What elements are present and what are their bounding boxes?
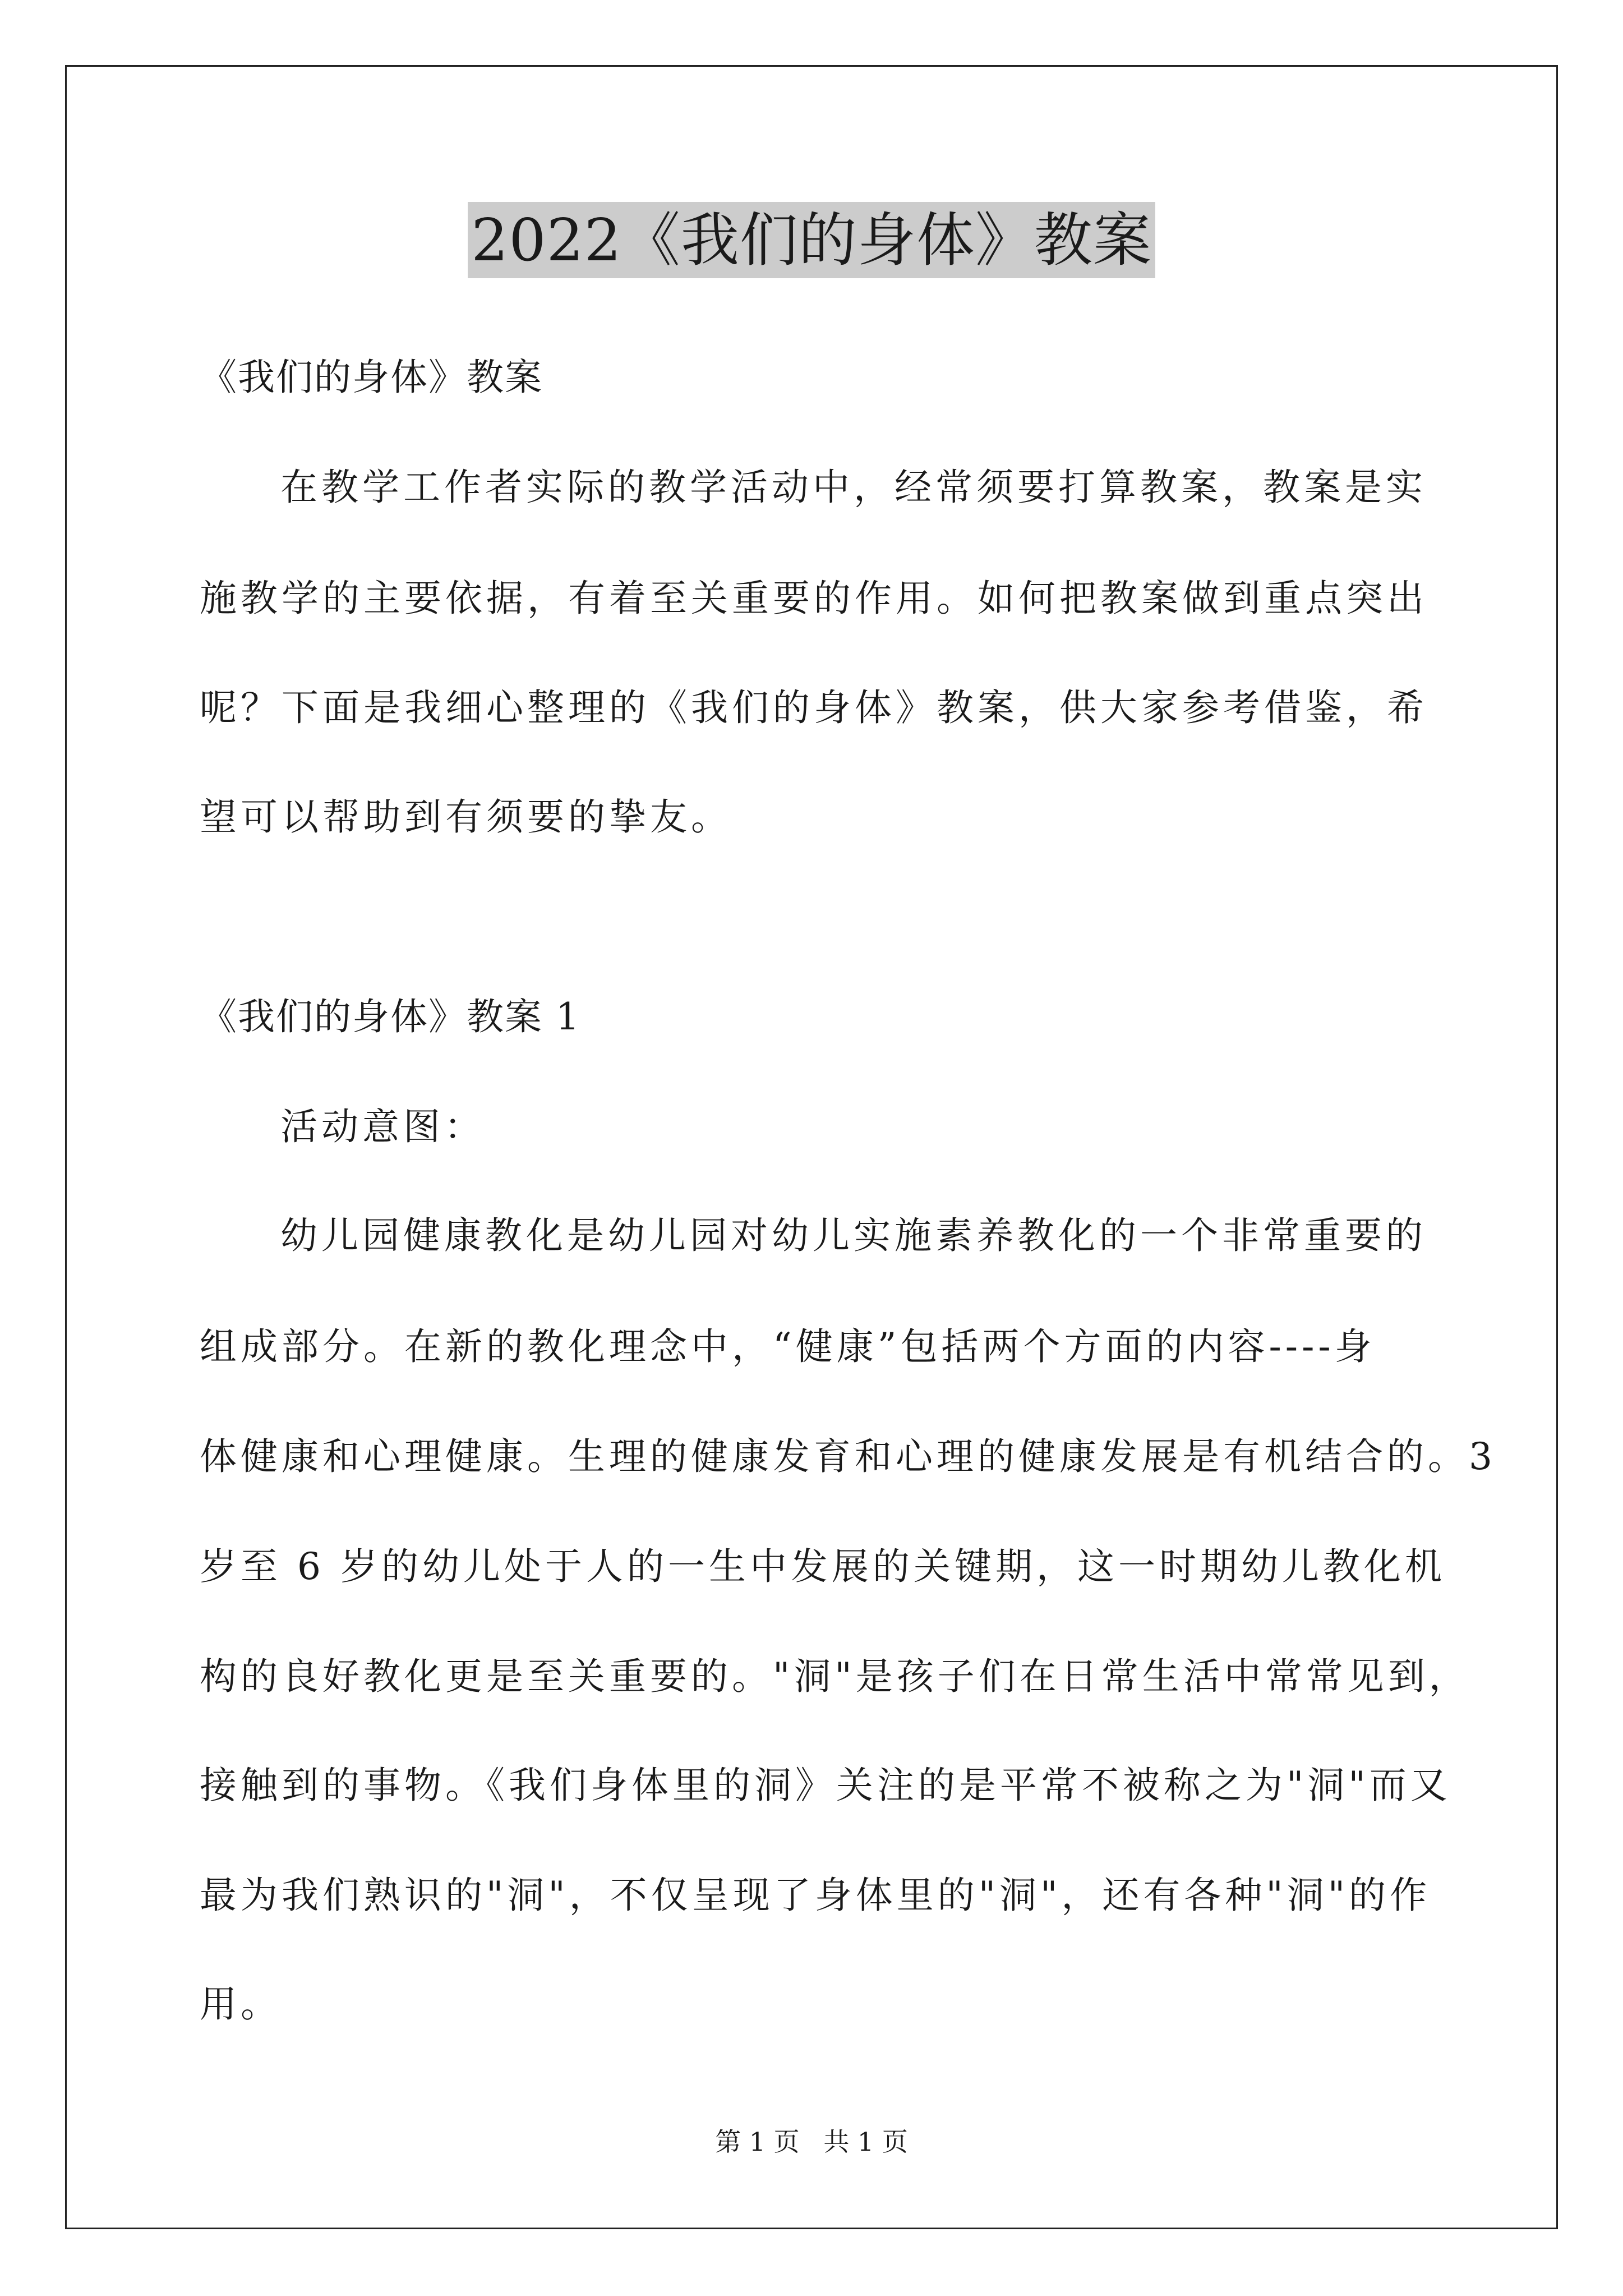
body-line-6: 接触到的事物。《我们身体里的洞》关注的是平常不被称之为"洞"而又	[200, 1764, 1451, 1807]
body-line-1: 幼儿园健康教化是幼儿园对幼儿实施素养教化的一个非常重要的	[280, 1214, 1427, 1257]
body-line-4: 岁至 6 岁的幼儿处于人的一生中发展的关键期，这一时期幼儿教化机	[200, 1545, 1446, 1588]
document-title: 2022《我们的身体》教案	[468, 202, 1155, 278]
document-subtitle: 《我们的身体》教案	[200, 356, 543, 399]
intro-line-4: 望可以帮助到有须要的挚友。	[200, 795, 732, 839]
body-line-7: 最为我们熟识的"洞"，不仅呈现了身体里的"洞"，还有各种"洞"的作	[200, 1874, 1431, 1917]
page-footer	[0, 2125, 1623, 2159]
activity-label: 活动意图：	[280, 1105, 485, 1148]
body-line-3: 体健康和心理健康。生理的健康发育和心理的健康发展是有机结合的。3	[200, 1435, 1496, 1478]
body-line-8: 用。	[200, 1982, 282, 2026]
section-heading: 《我们的身体》教案 1	[200, 995, 580, 1038]
title-container	[0, 202, 1623, 278]
page-total: 共 1 页	[823, 2127, 908, 2157]
intro-line-1: 在教学工作者实际的教学活动中，经常须要打算教案，教案是实	[280, 466, 1427, 509]
body-line-2: 组成部分。在新的教化理念中，“健康”包括两个方面的内容----身	[200, 1325, 1376, 1368]
intro-line-2: 施教学的主要依据，有着至关重要的作用。如何把教案做到重点突出	[200, 577, 1428, 620]
intro-line-3: 呢？下面是我细心整理的《我们的身体》教案，供大家参考借鉴，希	[200, 686, 1428, 729]
body-line-5: 构的良好教化更是至关重要的。"洞"是孩子们在日常生活中常常见到，	[200, 1655, 1470, 1698]
page-number: 第 1 页	[715, 2127, 800, 2157]
